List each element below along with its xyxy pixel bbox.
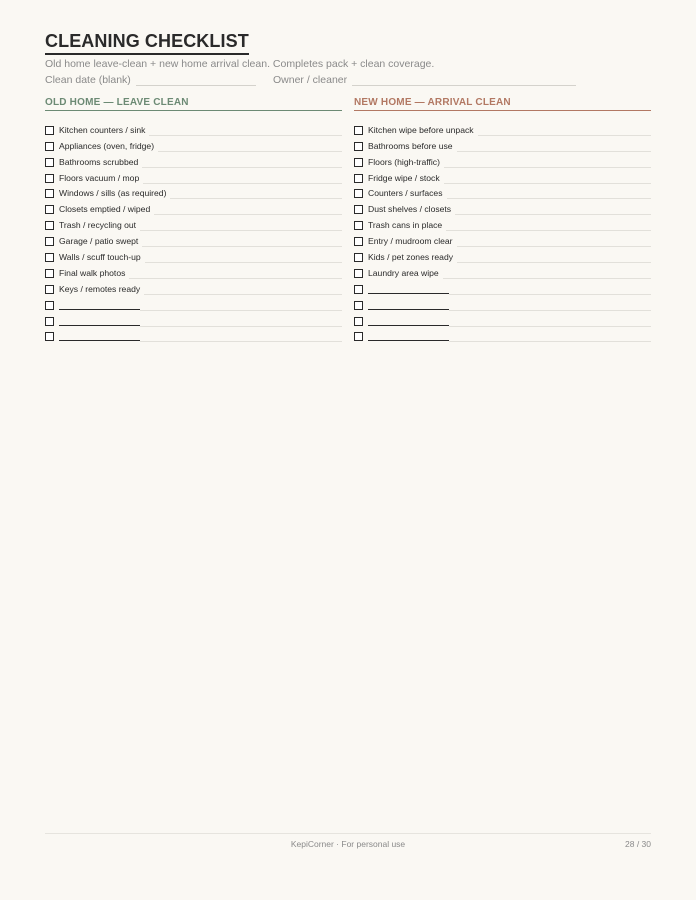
checkbox[interactable] <box>354 332 363 341</box>
checkbox[interactable] <box>45 237 54 246</box>
item-label: Bathrooms scrubbed <box>59 156 139 167</box>
old-home-item <box>45 185 342 201</box>
checkbox[interactable] <box>45 142 54 151</box>
old-home-item <box>45 121 342 137</box>
new-home-item <box>354 121 651 137</box>
checkbox[interactable] <box>354 269 363 278</box>
item-label: Closets emptied / wiped <box>59 204 151 215</box>
new-home-blank-item <box>354 312 651 328</box>
new-home-item <box>354 216 651 232</box>
new-home-item <box>354 137 651 153</box>
old-home-item <box>45 169 342 185</box>
checkbox[interactable] <box>45 269 54 278</box>
new-home-item <box>354 185 651 201</box>
note-line[interactable] <box>457 246 651 247</box>
blank-label-field[interactable] <box>59 340 140 341</box>
note-line[interactable] <box>143 183 342 184</box>
item-label: Kitchen counters / sink <box>59 124 146 135</box>
checkbox[interactable] <box>354 142 363 151</box>
note-line[interactable] <box>154 214 342 215</box>
checkbox[interactable] <box>354 253 363 262</box>
note-line[interactable] <box>129 278 342 279</box>
item-label: Garage / patio swept <box>59 236 139 247</box>
checkbox[interactable] <box>354 221 363 230</box>
checkbox[interactable] <box>45 174 54 183</box>
new-home-item <box>354 248 651 264</box>
note-line[interactable] <box>142 167 342 168</box>
item-label: Dust shelves / closets <box>368 204 452 215</box>
item-label: Fridge wipe / stock <box>368 172 440 183</box>
checkbox[interactable] <box>354 174 363 183</box>
old-home-item <box>45 153 342 169</box>
checkbox[interactable] <box>354 237 363 246</box>
old-home-list <box>45 121 342 343</box>
note-line[interactable] <box>170 198 342 199</box>
item-label: Appliances (oven, fridge) <box>59 140 155 151</box>
checkbox[interactable] <box>45 221 54 230</box>
checkbox[interactable] <box>354 158 363 167</box>
note-line[interactable] <box>457 262 651 263</box>
new-home-list <box>354 121 651 343</box>
checkbox[interactable] <box>354 205 363 214</box>
note-line[interactable] <box>140 230 342 231</box>
old-home-item <box>45 280 342 296</box>
checkbox[interactable] <box>45 332 54 341</box>
page-subtitle: Old home leave-clean + new home arrival clean. Completes pack + clean coverage. <box>45 58 435 70</box>
footer-text: KepiCorner · For personal use <box>290 839 406 849</box>
checkbox[interactable] <box>354 285 363 294</box>
note-line[interactable] <box>455 214 651 215</box>
page-number: 28 / 30 <box>625 839 651 849</box>
item-label: Trash cans in place <box>368 220 443 231</box>
old-home-item <box>45 232 342 248</box>
note-line[interactable] <box>140 341 342 342</box>
new-home-item <box>354 232 651 248</box>
old-home-item <box>45 137 342 153</box>
note-line[interactable] <box>449 341 651 342</box>
item-label: Kitchen wipe before unpack <box>368 124 474 135</box>
checkbox[interactable] <box>45 205 54 214</box>
new-home-blank-item <box>354 296 651 312</box>
new-home-item <box>354 153 651 169</box>
note-line[interactable] <box>444 183 651 184</box>
owner-label: Owner / cleaner <box>273 74 348 86</box>
blank-label-field[interactable] <box>368 293 449 294</box>
note-line[interactable] <box>449 326 651 327</box>
checkbox[interactable] <box>354 189 363 198</box>
header-fields <box>45 74 651 88</box>
clean-date-field[interactable] <box>136 85 256 86</box>
checkbox[interactable] <box>45 285 54 294</box>
note-line[interactable] <box>140 310 342 311</box>
checkbox[interactable] <box>45 317 54 326</box>
footer-divider <box>45 833 651 834</box>
item-label: Floors (high-traffic) <box>368 156 440 167</box>
new-home-item <box>354 264 651 280</box>
old-home-column <box>45 96 342 343</box>
old-home-blank-item <box>45 328 342 344</box>
old-home-item <box>45 264 342 280</box>
item-label: Final walk photos <box>59 267 126 278</box>
item-label: Bathrooms before use <box>368 140 453 151</box>
new-home-item <box>354 200 651 216</box>
page-title: CLEANING CHECKLIST <box>45 31 249 55</box>
new-home-blank-item <box>354 280 651 296</box>
note-line[interactable] <box>142 246 342 247</box>
item-label: Counters / surfaces <box>368 188 443 199</box>
new-home-column <box>354 96 651 343</box>
checklist-page <box>45 0 651 900</box>
note-line[interactable] <box>444 167 651 168</box>
checkbox[interactable] <box>45 126 54 135</box>
old-home-header: OLD HOME — LEAVE CLEAN <box>45 96 342 111</box>
note-line[interactable] <box>145 262 342 263</box>
item-label: Floors vacuum / mop <box>59 172 140 183</box>
note-line[interactable] <box>446 230 651 231</box>
note-line[interactable] <box>149 135 342 136</box>
note-line[interactable] <box>443 278 651 279</box>
blank-label-field[interactable] <box>368 309 449 310</box>
item-label: Kids / pet zones ready <box>368 252 454 263</box>
old-home-item <box>45 248 342 264</box>
checkbox[interactable] <box>45 189 54 198</box>
old-home-item <box>45 200 342 216</box>
checkbox[interactable] <box>45 158 54 167</box>
item-label: Laundry area wipe <box>368 267 439 278</box>
checkbox[interactable] <box>354 301 363 310</box>
note-line[interactable] <box>158 151 342 152</box>
blank-label-field[interactable] <box>368 325 449 326</box>
new-home-header: NEW HOME — ARRIVAL CLEAN <box>354 96 651 111</box>
note-line[interactable] <box>144 294 342 295</box>
note-line[interactable] <box>140 326 342 327</box>
item-label: Keys / remotes ready <box>59 283 141 294</box>
note-line[interactable] <box>449 310 651 311</box>
item-label: Walls / scuff touch-up <box>59 252 141 263</box>
old-home-item <box>45 216 342 232</box>
clean-date-label: Clean date (blank) <box>45 74 131 86</box>
blank-label-field[interactable] <box>59 325 140 326</box>
item-label: Trash / recycling out <box>59 220 137 231</box>
note-line[interactable] <box>478 135 651 136</box>
new-home-blank-item <box>354 328 651 344</box>
owner-field[interactable] <box>352 85 576 86</box>
checkbox[interactable] <box>45 253 54 262</box>
new-home-item <box>354 169 651 185</box>
checkbox[interactable] <box>354 126 363 135</box>
old-home-blank-item <box>45 296 342 312</box>
note-line[interactable] <box>447 198 651 199</box>
old-home-blank-item <box>45 312 342 328</box>
note-line[interactable] <box>457 151 651 152</box>
note-line[interactable] <box>449 294 651 295</box>
checkbox[interactable] <box>45 301 54 310</box>
checkbox[interactable] <box>354 317 363 326</box>
item-label: Entry / mudroom clear <box>368 236 453 247</box>
item-label: Windows / sills (as required) <box>59 188 167 199</box>
blank-label-field[interactable] <box>59 309 140 310</box>
blank-label-field[interactable] <box>368 340 449 341</box>
